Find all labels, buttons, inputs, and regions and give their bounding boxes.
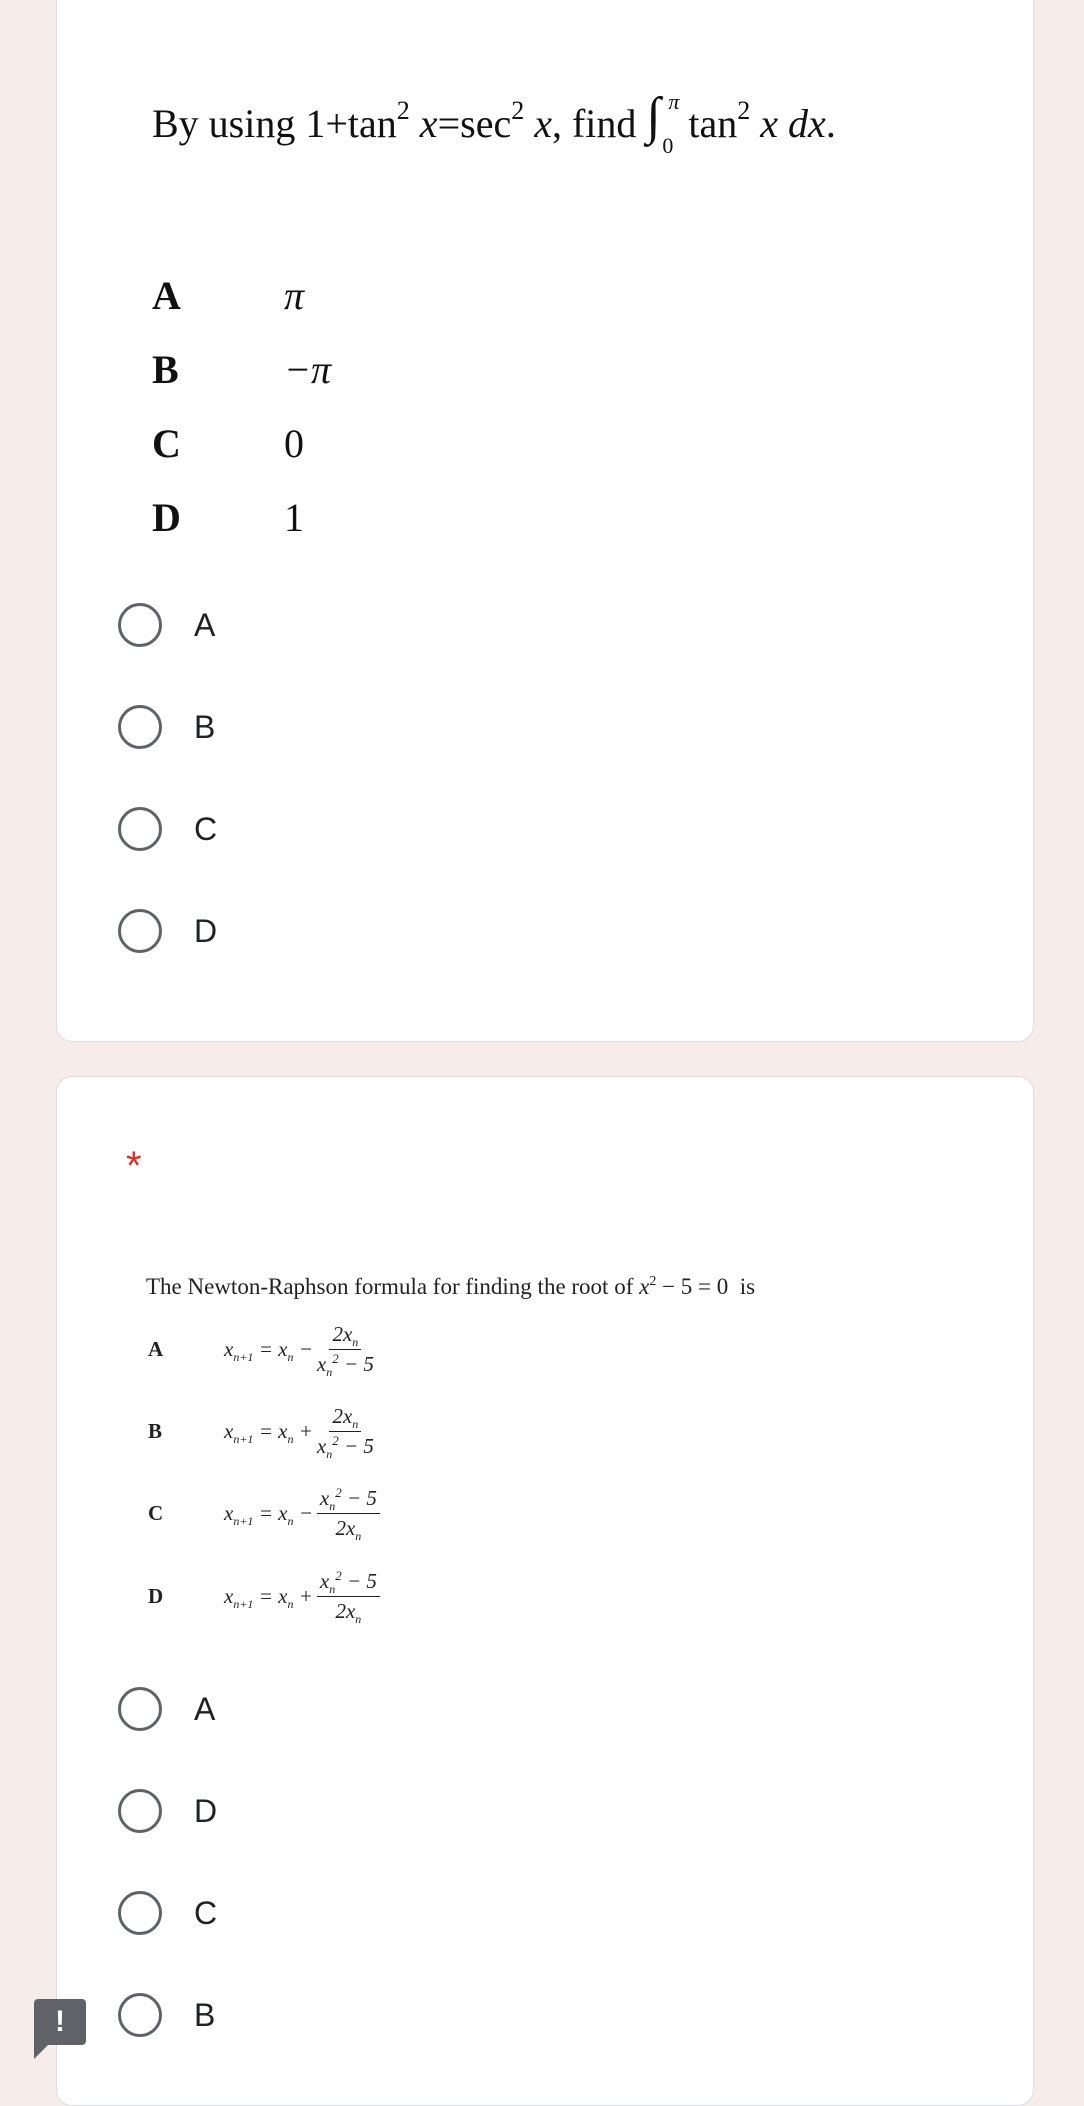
integral-sign: ∫ π 0: [646, 88, 680, 158]
radio-button[interactable]: [118, 807, 162, 851]
q2-choice-c[interactable]: C: [118, 1891, 217, 1935]
q1-choice-d[interactable]: D: [118, 909, 217, 953]
q1-option-c: C 0: [152, 421, 304, 466]
radio-button[interactable]: [118, 909, 162, 953]
q1-option-d: D 1: [152, 495, 304, 540]
q2-option-c: C $x_{n+1} = x_n$ − $\frac{x_n^2 - 5}{2x_n}$: [148, 1478, 380, 1548]
q1-choice-c[interactable]: C: [118, 807, 217, 851]
alert-icon[interactable]: !: [34, 1999, 86, 2045]
q2-choice-a[interactable]: A: [118, 1687, 215, 1731]
q2-choice-b[interactable]: B: [118, 1993, 215, 2037]
q1-option-b: B −π: [152, 347, 332, 392]
radio-button[interactable]: [118, 1891, 162, 1935]
q2-option-b: B $x_{n+1} = x_n$ + $\frac{2x_n}{x_n^2 - 5}$: [148, 1403, 374, 1461]
required-marker: *: [126, 1144, 142, 1188]
q2-choice-d[interactable]: D: [118, 1789, 217, 1833]
radio-button[interactable]: [118, 1993, 162, 2037]
radio-button[interactable]: [118, 705, 162, 749]
question-1-stem: By using $1+\tan^2$ $x=\sec^2$ x, find ∫ π 0 $\tan^2 x$ dx.: [152, 88, 836, 158]
q2-option-d: D $x_{n+1} = x_n$ + $\frac{x_n^2 - 5}{2x_n}$: [148, 1561, 380, 1631]
radio-button[interactable]: [118, 1789, 162, 1833]
q1-option-a: A π: [152, 273, 305, 318]
q1-choice-b[interactable]: B: [118, 705, 215, 749]
radio-button[interactable]: [118, 1687, 162, 1731]
radio-button[interactable]: [118, 603, 162, 647]
question-2-stem: The Newton-Raphson formula for finding the root of $x^2 - 5 = 0$ is: [146, 1274, 756, 1299]
q2-option-a: A $x_{n+1} = x_n$ − $\frac{2x_n}{x_n^2 - 5}$: [148, 1321, 374, 1379]
q1-choice-a[interactable]: A: [118, 603, 215, 647]
